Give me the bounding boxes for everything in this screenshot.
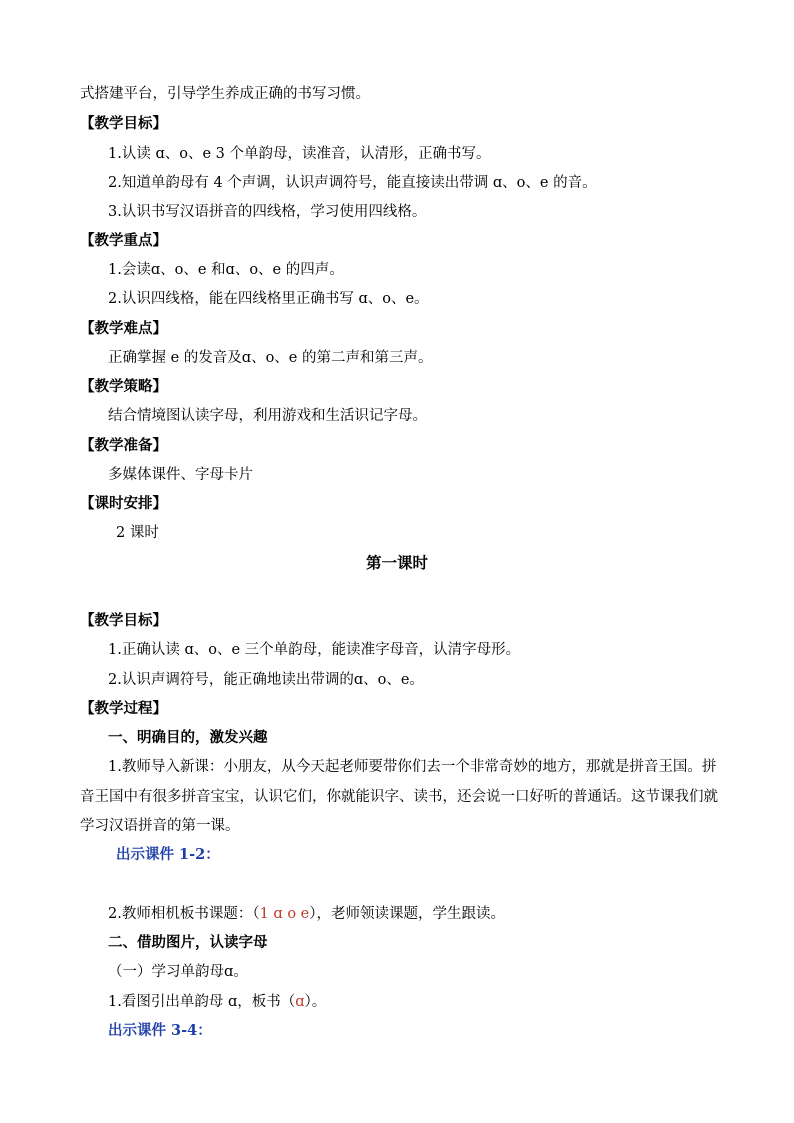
show-courseware-1: 出示课件 1-2： (116, 846, 220, 863)
lesson-title: 第一课时 (365, 553, 428, 572)
lesson-title-pinyin: 1 ɑ o e (259, 906, 310, 922)
section-2-title: 二、借助图片，认读字母 (108, 934, 268, 951)
board-letter-a: ɑ (295, 994, 305, 1010)
objectives-heading: 【教学目标】 (80, 115, 167, 132)
intro-line: 式搭建平台，引导学生养成正确的书写习惯。 (80, 86, 370, 102)
objective-item: 3.认识书写汉语拼音的四线格，学习使用四线格。 (108, 204, 427, 220)
step-2-suffix: ），老师领读课题，学生跟读。 (309, 906, 505, 922)
strategy-text: 结合情境图认读字母，利用游戏和生活识记字母。 (108, 408, 427, 424)
show-courseware-2: 出示课件 3-4： (108, 1022, 212, 1039)
schedule-heading: 【课时安排】 (80, 495, 167, 512)
preparation-text: 多媒体课件、字母卡片 (108, 467, 253, 483)
key-point-item: 1.会读ɑ、o、e 和ɑ、o、e 的四声。 (108, 262, 344, 278)
section-1-title: 一、明确目的，激发兴趣 (108, 729, 268, 746)
step-1-suffix: ）。 (304, 994, 327, 1010)
key-points-heading: 【教学重点】 (80, 232, 167, 249)
section-1-paragraph: 1.教师导入新课：小朋友，从今天起老师要带你们去一个非常奇妙的地方，那就是拼音王国。拼音王国中有很多拼音宝宝，认识它们，你就能识字、读书，还会说一口好听的普通话。这节课我们就学习汉语拼音的第一课。 (80, 759, 718, 834)
lesson-objectives-heading: 【教学目标】 (80, 612, 167, 629)
objective-item: 2.知道单韵母有 4 个声调，认识声调符号，能直接读出带调 ɑ、o、e 的音。 (108, 175, 597, 191)
sub-section-1-step-1 (108, 992, 326, 1012)
strategy-heading: 【教学策略】 (80, 378, 167, 395)
lesson-objective-item: 2.认识声调符号，能正确地读出带调的ɑ、o、e。 (108, 672, 424, 688)
step-2-prefix: 2.教师相机板书课题：（ (108, 906, 260, 922)
step-1-prefix: 1.看图引出单韵母 ɑ，板书（ (108, 994, 296, 1010)
process-heading: 【教学过程】 (80, 700, 167, 717)
sub-section-1: （一）学习单韵母ɑ。 (108, 964, 248, 980)
lesson-objective-item: 1.正确认读 ɑ、o、e 三个单韵母，能读准字母音，认清字母形。 (108, 642, 521, 658)
preparation-heading: 【教学准备】 (80, 437, 167, 454)
objective-item: 1.认读 ɑ、o、e 3 个单韵母，读准音，认清形，正确书写。 (108, 146, 491, 162)
difficulties-text: 正确掌握 e 的发音及ɑ、o、e 的第二声和第三声。 (108, 350, 433, 366)
section-1-step-2 (108, 904, 505, 924)
schedule-text: 2 课时 (116, 525, 159, 541)
difficulties-heading: 【教学难点】 (80, 320, 167, 337)
key-point-item: 2.认识四线格，能在四线格里正确书写 ɑ、o、e。 (108, 291, 429, 307)
